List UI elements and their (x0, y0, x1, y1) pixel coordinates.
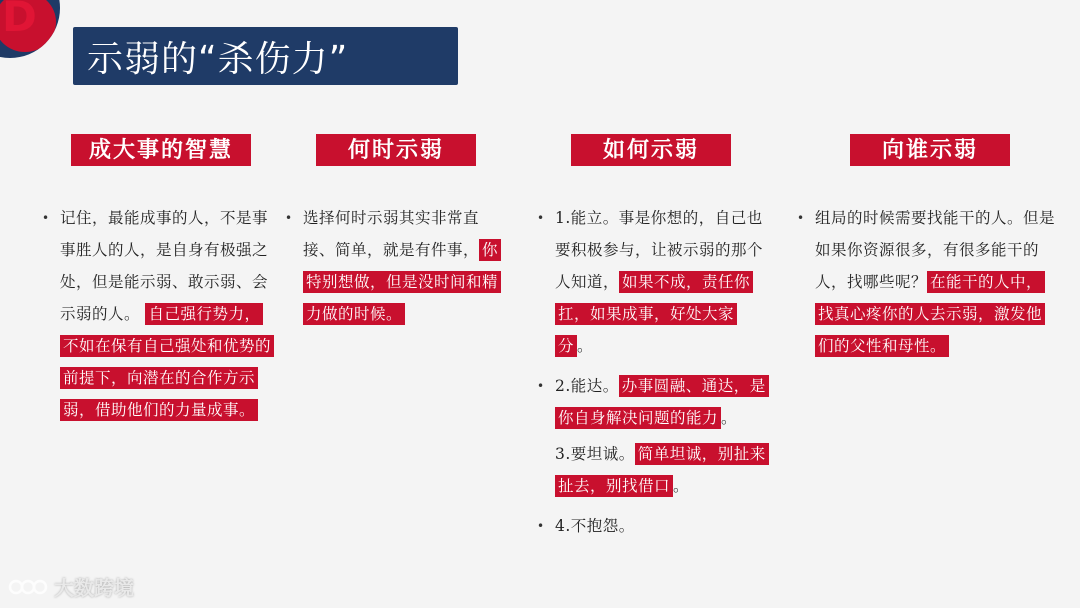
highlighted-text: 你特别想做，但是没时间和精力做的时候。 (303, 239, 501, 325)
bullet-text: 组局的时候需要找能干的人。但是如果你资源很多，有很多能干的人，找哪些呢？ (815, 209, 1056, 291)
bullet-dot-icon: • (42, 211, 50, 225)
corner-logo-letter: D (2, 0, 37, 41)
highlighted-text: 自己强行势力，不如在保有自己强处和优势的前提下，向潜在的合作方示弱，借助他们的力量成事。 (60, 303, 274, 421)
bullet-text: 4.不抱怨。 (555, 517, 635, 535)
bullet-text: 3.要坦诚。 (555, 445, 635, 463)
corner-logo (0, 0, 60, 58)
bullet-item (285, 202, 510, 330)
watermark-text: 大数跨境 (54, 576, 134, 600)
column-whom (797, 202, 1057, 362)
bullet-item (42, 202, 274, 426)
column-when (285, 202, 510, 330)
column-how (537, 202, 769, 542)
column-heading-whom: 向谁示弱 (850, 134, 1010, 166)
bullet-text: 记住，最能成事的人，不是事事胜人的人，是自身有极强之处，但是能示弱、敢示弱、会示弱的人。 (60, 209, 269, 323)
column-heading-how: 如何示弱 (571, 134, 731, 166)
brand-logo-icon (8, 574, 48, 600)
bullet-item (797, 202, 1057, 362)
page-title: 示弱的“杀伤力” (87, 38, 349, 80)
punctuation: 。 (721, 409, 738, 427)
bullet-text: 选择何时示弱其实非常直接、简单，就是有件事， (303, 209, 480, 259)
sub-item (537, 438, 769, 502)
highlighted-text: 办事圆融、通达，是你自身解决问题的能力 (555, 375, 769, 429)
column-wisdom (42, 202, 274, 426)
bullet-item (537, 510, 769, 542)
bullet-item (537, 202, 769, 362)
title-bar (73, 27, 458, 85)
punctuation: 。 (577, 337, 594, 355)
highlighted-text: 如果不成，责任你扛，如果成事，好处大家分 (555, 271, 753, 357)
bullet-dot-icon: • (537, 519, 545, 533)
column-heading-wisdom: 成大事的智慧 (71, 134, 251, 166)
bullet-dot-icon: • (537, 211, 545, 225)
bullet-item (537, 370, 769, 434)
bullet-text: 2.能达。 (555, 377, 619, 395)
punctuation: 。 (673, 477, 690, 495)
bullet-dot-icon: • (537, 379, 545, 393)
column-heading-when: 何时示弱 (316, 134, 476, 166)
highlighted-text: 在能干的人中，找真心疼你的人去示弱，激发他们的父性和母性。 (815, 271, 1045, 357)
bullet-dot-icon: • (797, 211, 805, 225)
highlighted-text: 简单坦诚，别扯来扯去，别找借口 (555, 443, 769, 497)
bullet-text: 1.能立。事是你想的，自己也要积极参与，让被示弱的那个人知道， (555, 209, 764, 291)
bullet-dot-icon: • (285, 211, 293, 225)
watermark (8, 572, 134, 601)
